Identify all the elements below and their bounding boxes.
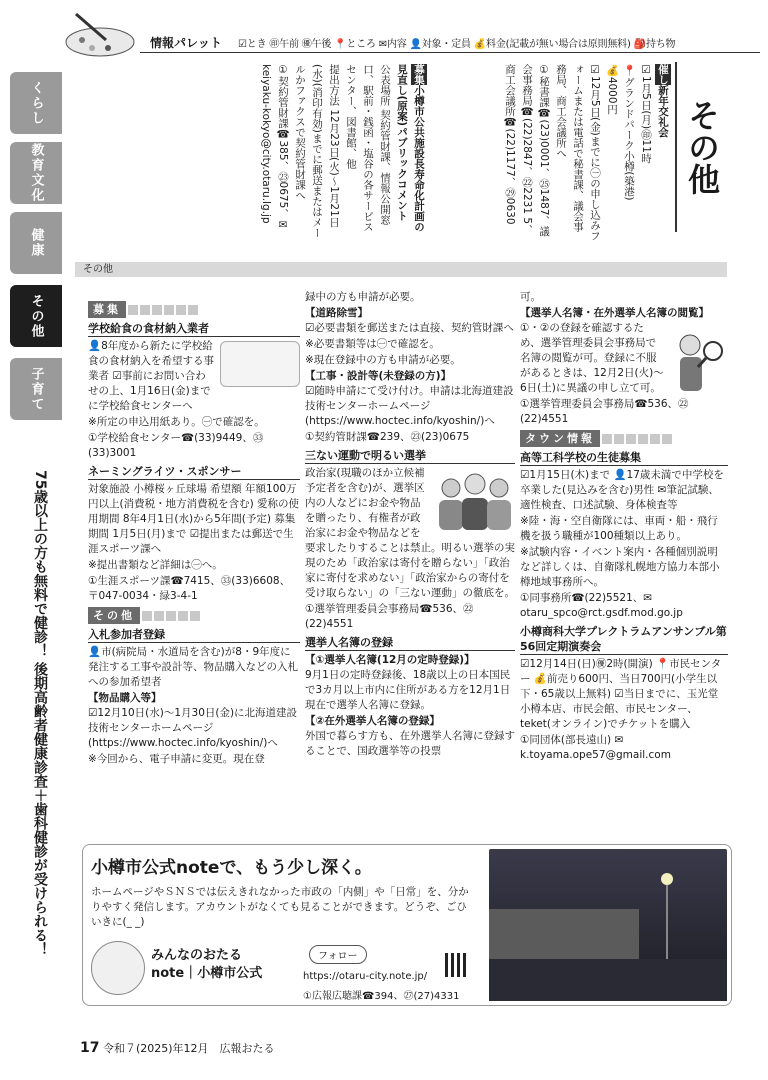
column-3: 可。 【選挙人名簿・在外選挙人名簿の閲覧】 ①・②の登録を確認するため、選挙管理委員会事務局で名簿の閲覧が可。登録に不服があるときは、12月2日(火)〜6日(土)に異議の申し立て可。 ①選挙管理委員会事務局☎536、㉒(22)4551 タウン情報 高等工科学校の生徒募集 ☑1月15日(木)まで 👤17歳未満で中学校を卒業した(見込みを含む)男性 ✉筆記試験、適性検査、口述試験、身体検査等 ※陸・海・空自衛隊には、車両・船・飛行機を扱う職種が100種類以上あり。 ※試験内容・イベント案内・各種個別説明など詳しくは、自衛隊札幌地方協力本部小樽地域事務所へ。 ①同事務所☎(22)5521、✉otaru_spco@rct.gsdf.mod.go.jp 小樽商科大学プレクトラムアンサンブル第56回定期演奏会 ☑12月14日(日)㊝2時(開演) 📍市民センター 💰前売り600円、当日700円(小学生以下・65歳以上無料) ☑当日までに、玉光堂小樽本店、市民会館、市民センター、teket(オンライン)でチケットを購入 ①同団体(部長遠山) ✉k.toyama.ope57@gmail.com <box>520 291 727 761</box>
bosyu-title: 小樽市公共施設長寿命化計画の見直し(原案)パブリックコメント <box>396 64 425 232</box>
category-strip: その他 <box>75 262 727 277</box>
footer <box>80 1040 275 1056</box>
note-logo-icon <box>91 941 145 995</box>
tab-kyoiku-bunka[interactable]: 教育文化 <box>10 142 62 204</box>
header-legend: ☑とき ㊞午前 ㊝午後 📍ところ ✉内容 👤対象・定員 💰料金(記載が無い場合は原則無料) 🎒持ち物 <box>238 39 676 50</box>
side-banner: 75歳以上の方も無料で健診！ 後期高齢者健康診査＋歯科健診が受けられる！ <box>32 470 48 957</box>
top-section <box>75 62 727 247</box>
qr-code-icon <box>445 953 469 977</box>
item-title: 学校給食の食材納入業者 <box>88 321 300 337</box>
politicians-illustration <box>433 468 515 532</box>
header <box>0 0 768 58</box>
section-heading: その他 <box>683 99 721 195</box>
lunch-tray-illustration <box>220 341 300 387</box>
note-logo-text: みんなのおたる note｜小樽市公式 <box>151 948 263 981</box>
header-title: 情報パレット <box>150 36 222 50</box>
header-rule <box>140 52 760 53</box>
tab-sonota[interactable]: その他 <box>10 285 62 347</box>
event-title: 新年交礼会 <box>657 85 669 138</box>
note-url[interactable]: https://otaru-city.note.jp/ <box>303 971 428 982</box>
note-contact: ①広報広聴課☎394、㉗(27)4331 <box>303 991 460 1002</box>
column-2: 録中の方も申請が必要。 【道路除雪】 ☑必要書類を郵送または直接、契約管財課へ ※必要書類等は㊀で確認を。 ※現在登録中の方も申請が必要。 【工事・設計等(未登録の方)】 ☑随時申請にて受け付け。申請は北海道建設技術センターホームページ(https://www.hoctec.info/kyoshin/)へ ①契約管財課☎239、㉓(23)0675 三ない運動で明るい選挙 政治家(現職のほか立候補予定者を含む)が、選挙区内の人などにお金や物品を贈ったり、有権者が政治家にお金や物品などを要求したりすることは禁止。明るい選挙の実現のため「政治家は寄付を贈らない」「政治家に寄付を求めない」「政治家からの寄付を受け取らない」の「三ない運動」の徹底を。 ①選挙管理委員会事務局☎536、㉒(22)4551 選挙人名簿の登録 【①選挙人名簿(12月の定時登録)】 9月1日の定時登録後、18歳以上の日本国民で3カ月以上市内に住所がある方を12月1日現在で選挙人名簿に登録。 【②在外選挙人名簿の登録】 外国で暮らす方も、在外選挙人名簿に登録することで、国政選挙等の投票 <box>305 291 515 757</box>
magnifier-illustration <box>668 323 728 393</box>
bosyu-block: 募集小樽市公共施設長寿命化計画の見直し(原案)パブリックコメント 公表場所 契約管財課、情報公開窓口、駅前・銭函・塩谷の各サービスセンター、図書館、他 提出方法 12月23日(火)〜1月21日(水)(消印有効)までに郵送またはメールかファクスで契約管財課へ ①契約管財課☎385、㉓0675、✉keiyaku-kokyo@city.otaru.lg.jp <box>260 64 425 238</box>
palette-icon <box>62 10 142 58</box>
event-block: 催し新年交礼会 ☑1月5日(月)㊞11時 📍グランドパーク小樽(築港) 💰4000円 ☑12月5日(金)までに㊀の申し込みフォームまたは電話で秘書課、議会事務局、商工会議所へ ①秘書課☎(23)0001、㉕1487、議会事務局☎(22)2847、㉒2231 5、商工会議所☎(22)1177、㉙0630 <box>504 64 669 241</box>
note-ad[interactable] <box>82 844 732 1006</box>
page-number: 17 <box>80 1040 100 1056</box>
note-title: 小樽市公式noteで、もう少し深く。 <box>91 858 372 878</box>
column-1: 募集 学校給食の食材納入業者 👤8年度から新たに学校給食の食材納入を希望する事業者 ☑事前にお問い合わせの上、1月16日(金)までに学校給食センターへ ※所定の申込用紙あり。㊀で確認を。 ①学校給食センター☎(33)9449、㉝(33)3001 ネーミングライツ・スポンサー 対象施設 小樽桜ヶ丘球場 希望額 年額100万円以上(消費税・地方消費税を含む) 愛称の使用期間 8年4月1日(水)から5年間(予定) 募集期間 1月5日(月)まで ☑提出または郵送で生涯スポーツ課へ ※提出書類など詳細は㊀へ。 ①生涯スポーツ課☎7415、㉝(33)6608、〒047-0034・緑3-4-1 その他 入札参加者登録 👤市(病院局・水道局を含む)が8・9年度に発注する工事や設計等、物品購入などの入札への参加希望者 【物品購入等】 ☑12月10日(水)〜1月30日(金)に北海道建設技術センターホームページ(https://www.hoctec.info/kyoshin/)へ ※今回から、電子申請に変更。現在登 <box>88 303 300 765</box>
follow-button[interactable]: フォロー <box>309 945 367 964</box>
tab-kosodate[interactable]: 子育て <box>10 358 62 420</box>
note-desc: ホームページやＳＮＳでは伝えきれなかった市政の「内側」や「日常」を、分かりやすく発信します。アカウントがなくても見ることができます。どうぞ、ごひいきに(_ _) <box>91 886 469 928</box>
tab-kenko[interactable]: 健康 <box>10 212 62 274</box>
footer-text: 令和７(2025)年12月 広報おたる <box>102 1042 275 1055</box>
tab-kurashi[interactable]: くらし <box>10 72 62 134</box>
canal-night-photo <box>489 849 727 1001</box>
